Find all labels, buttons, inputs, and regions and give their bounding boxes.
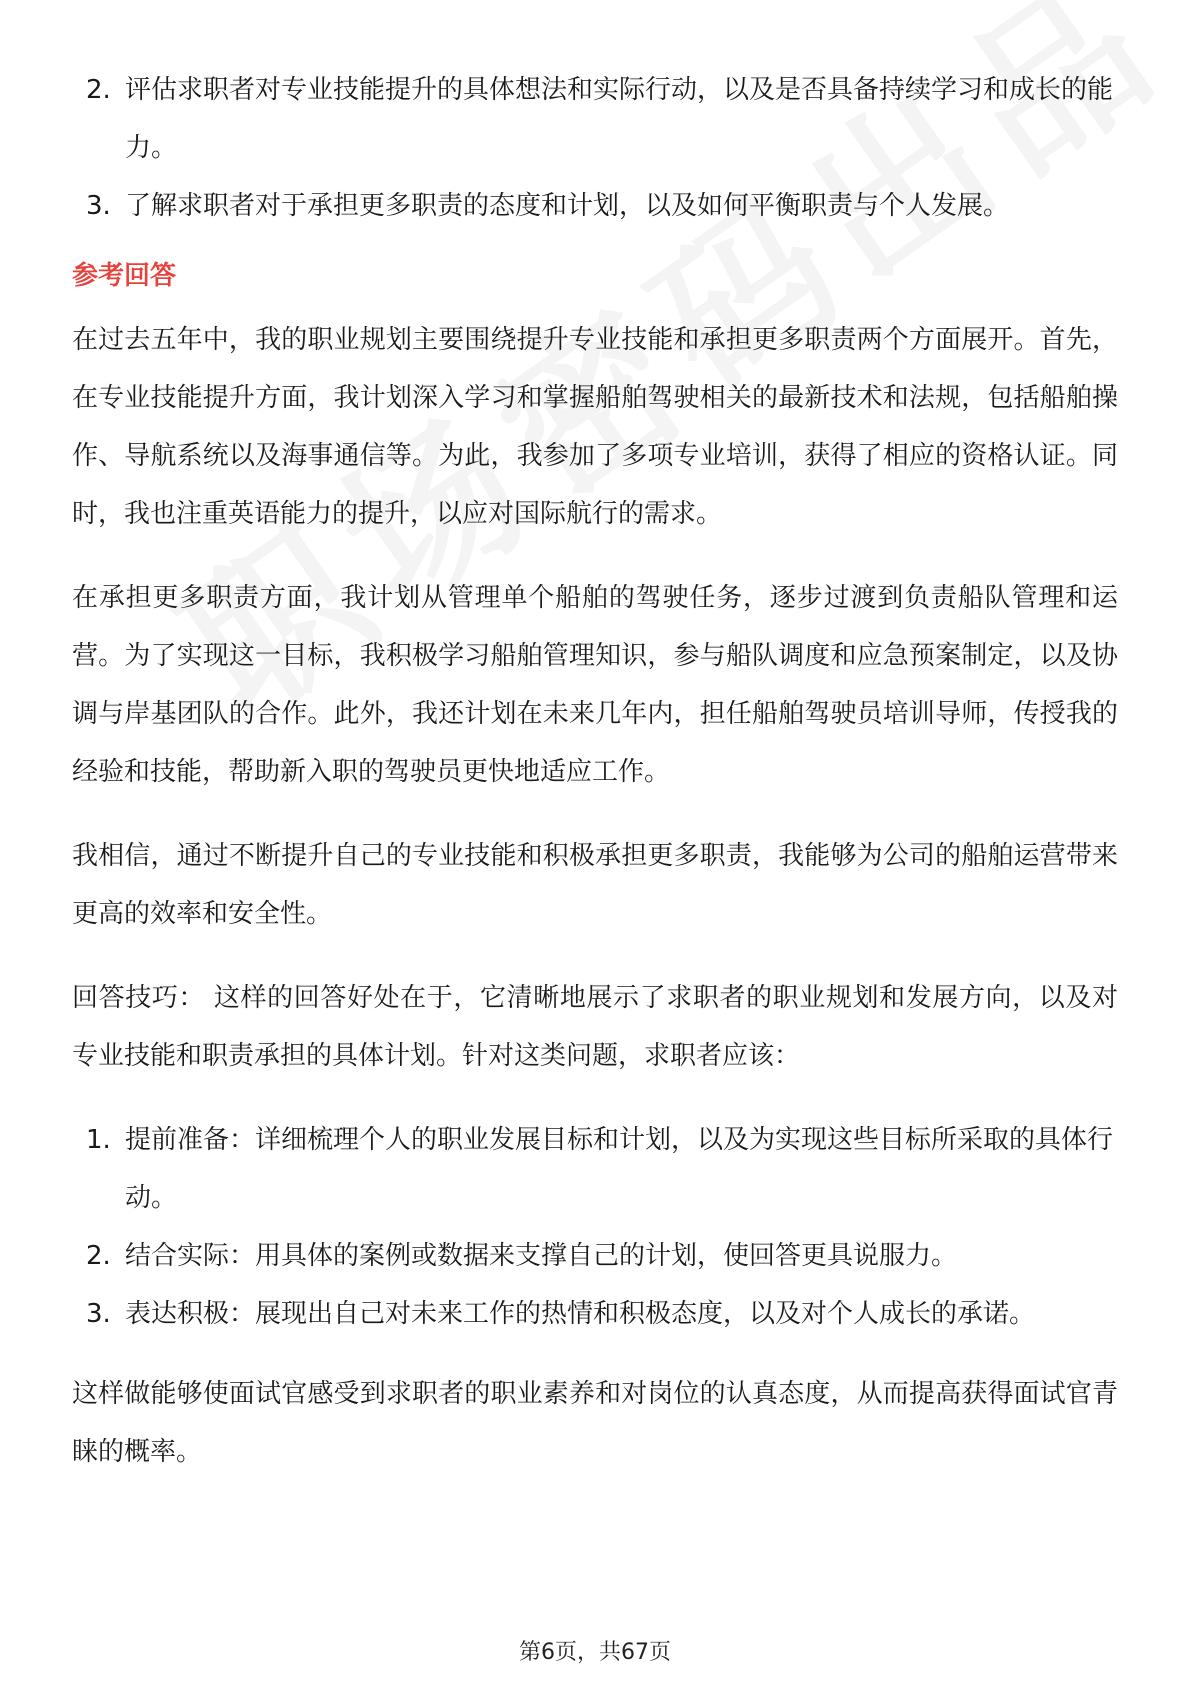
answer-paragraph-1: 在过去五年中，我的职业规划主要围绕提升专业技能和承担更多职责两个方面展开。首先，在专业技能提升方面，我计划深入学习和掌握船舶驾驶相关的最新技术和法规，包括船舶操作、导航系统以及海事通信等。为此，我参加了多项专业培训，获得了相应的资格认证。同时，我也注重英语能力的提升，以应对国际航行的需求。: [72, 325, 1118, 529]
list-item: [72, 177, 1118, 235]
list-item-text: 了解求职者对于承担更多职责的态度和计划，以及如何平衡职责与个人发展。: [125, 191, 1010, 221]
closing-paragraph: 这样做能够使面试官感受到求职者的职业素养和对岗位的认真态度，从而提高获得面试官青睐的概率。: [72, 1379, 1118, 1467]
list-item-text: 表达积极：展现出自己对未来工作的热情和积极态度，以及对个人成长的承诺。: [125, 1299, 1036, 1329]
list-item: [72, 1227, 1118, 1285]
list-item: [72, 61, 1118, 177]
top-list: [72, 61, 1118, 235]
list-item: [72, 1111, 1118, 1227]
list-item-text: 评估求职者对专业技能提升的具体想法和实际行动，以及是否具备持续学习和成长的能力。: [125, 75, 1114, 163]
tips-intro-paragraph: 回答技巧： 这样的回答好处在于，它清晰地展示了求职者的职业规划和发展方向，以及对专业技能和职责承担的具体计划。针对这类问题，求职者应该：: [72, 983, 1118, 1071]
list-item-number: 1.: [86, 1125, 111, 1155]
answer-paragraph-2: 在承担更多职责方面，我计划从管理单个船舶的驾驶任务，逐步过渡到负责船队管理和运营。为了实现这一目标，我积极学习船舶管理知识，参与船队调度和应急预案制定，以及协调与岸基团队的合作。此外，我还计划在未来几年内，担任船舶驾驶员培训导师，传授我的经验和技能，帮助新入职的驾驶员更快地适应工作。: [72, 583, 1118, 787]
list-item-text: 提前准备：详细梳理个人的职业发展目标和计划，以及为实现这些目标所采取的具体行动。: [125, 1125, 1114, 1213]
section-heading: 参考回答: [72, 261, 177, 291]
list-item-text: 结合实际：用具体的案例或数据来支撑自己的计划，使回答更具说服力。: [125, 1241, 958, 1271]
document-page: [72, 0, 1118, 1507]
list-item-number: 3.: [86, 191, 111, 221]
list-item-number: 2.: [86, 1241, 111, 1271]
answer-paragraph-3: 我相信，通过不断提升自己的专业技能和积极承担更多职责，我能够为公司的船舶运营带来更高的效率和安全性。: [72, 841, 1118, 929]
list-item: [72, 1285, 1118, 1343]
tips-list: [72, 1111, 1118, 1343]
list-item-number: 2.: [86, 75, 111, 105]
list-item-number: 3.: [86, 1299, 111, 1329]
page-footer: 第6页，共67页: [519, 1640, 671, 1665]
